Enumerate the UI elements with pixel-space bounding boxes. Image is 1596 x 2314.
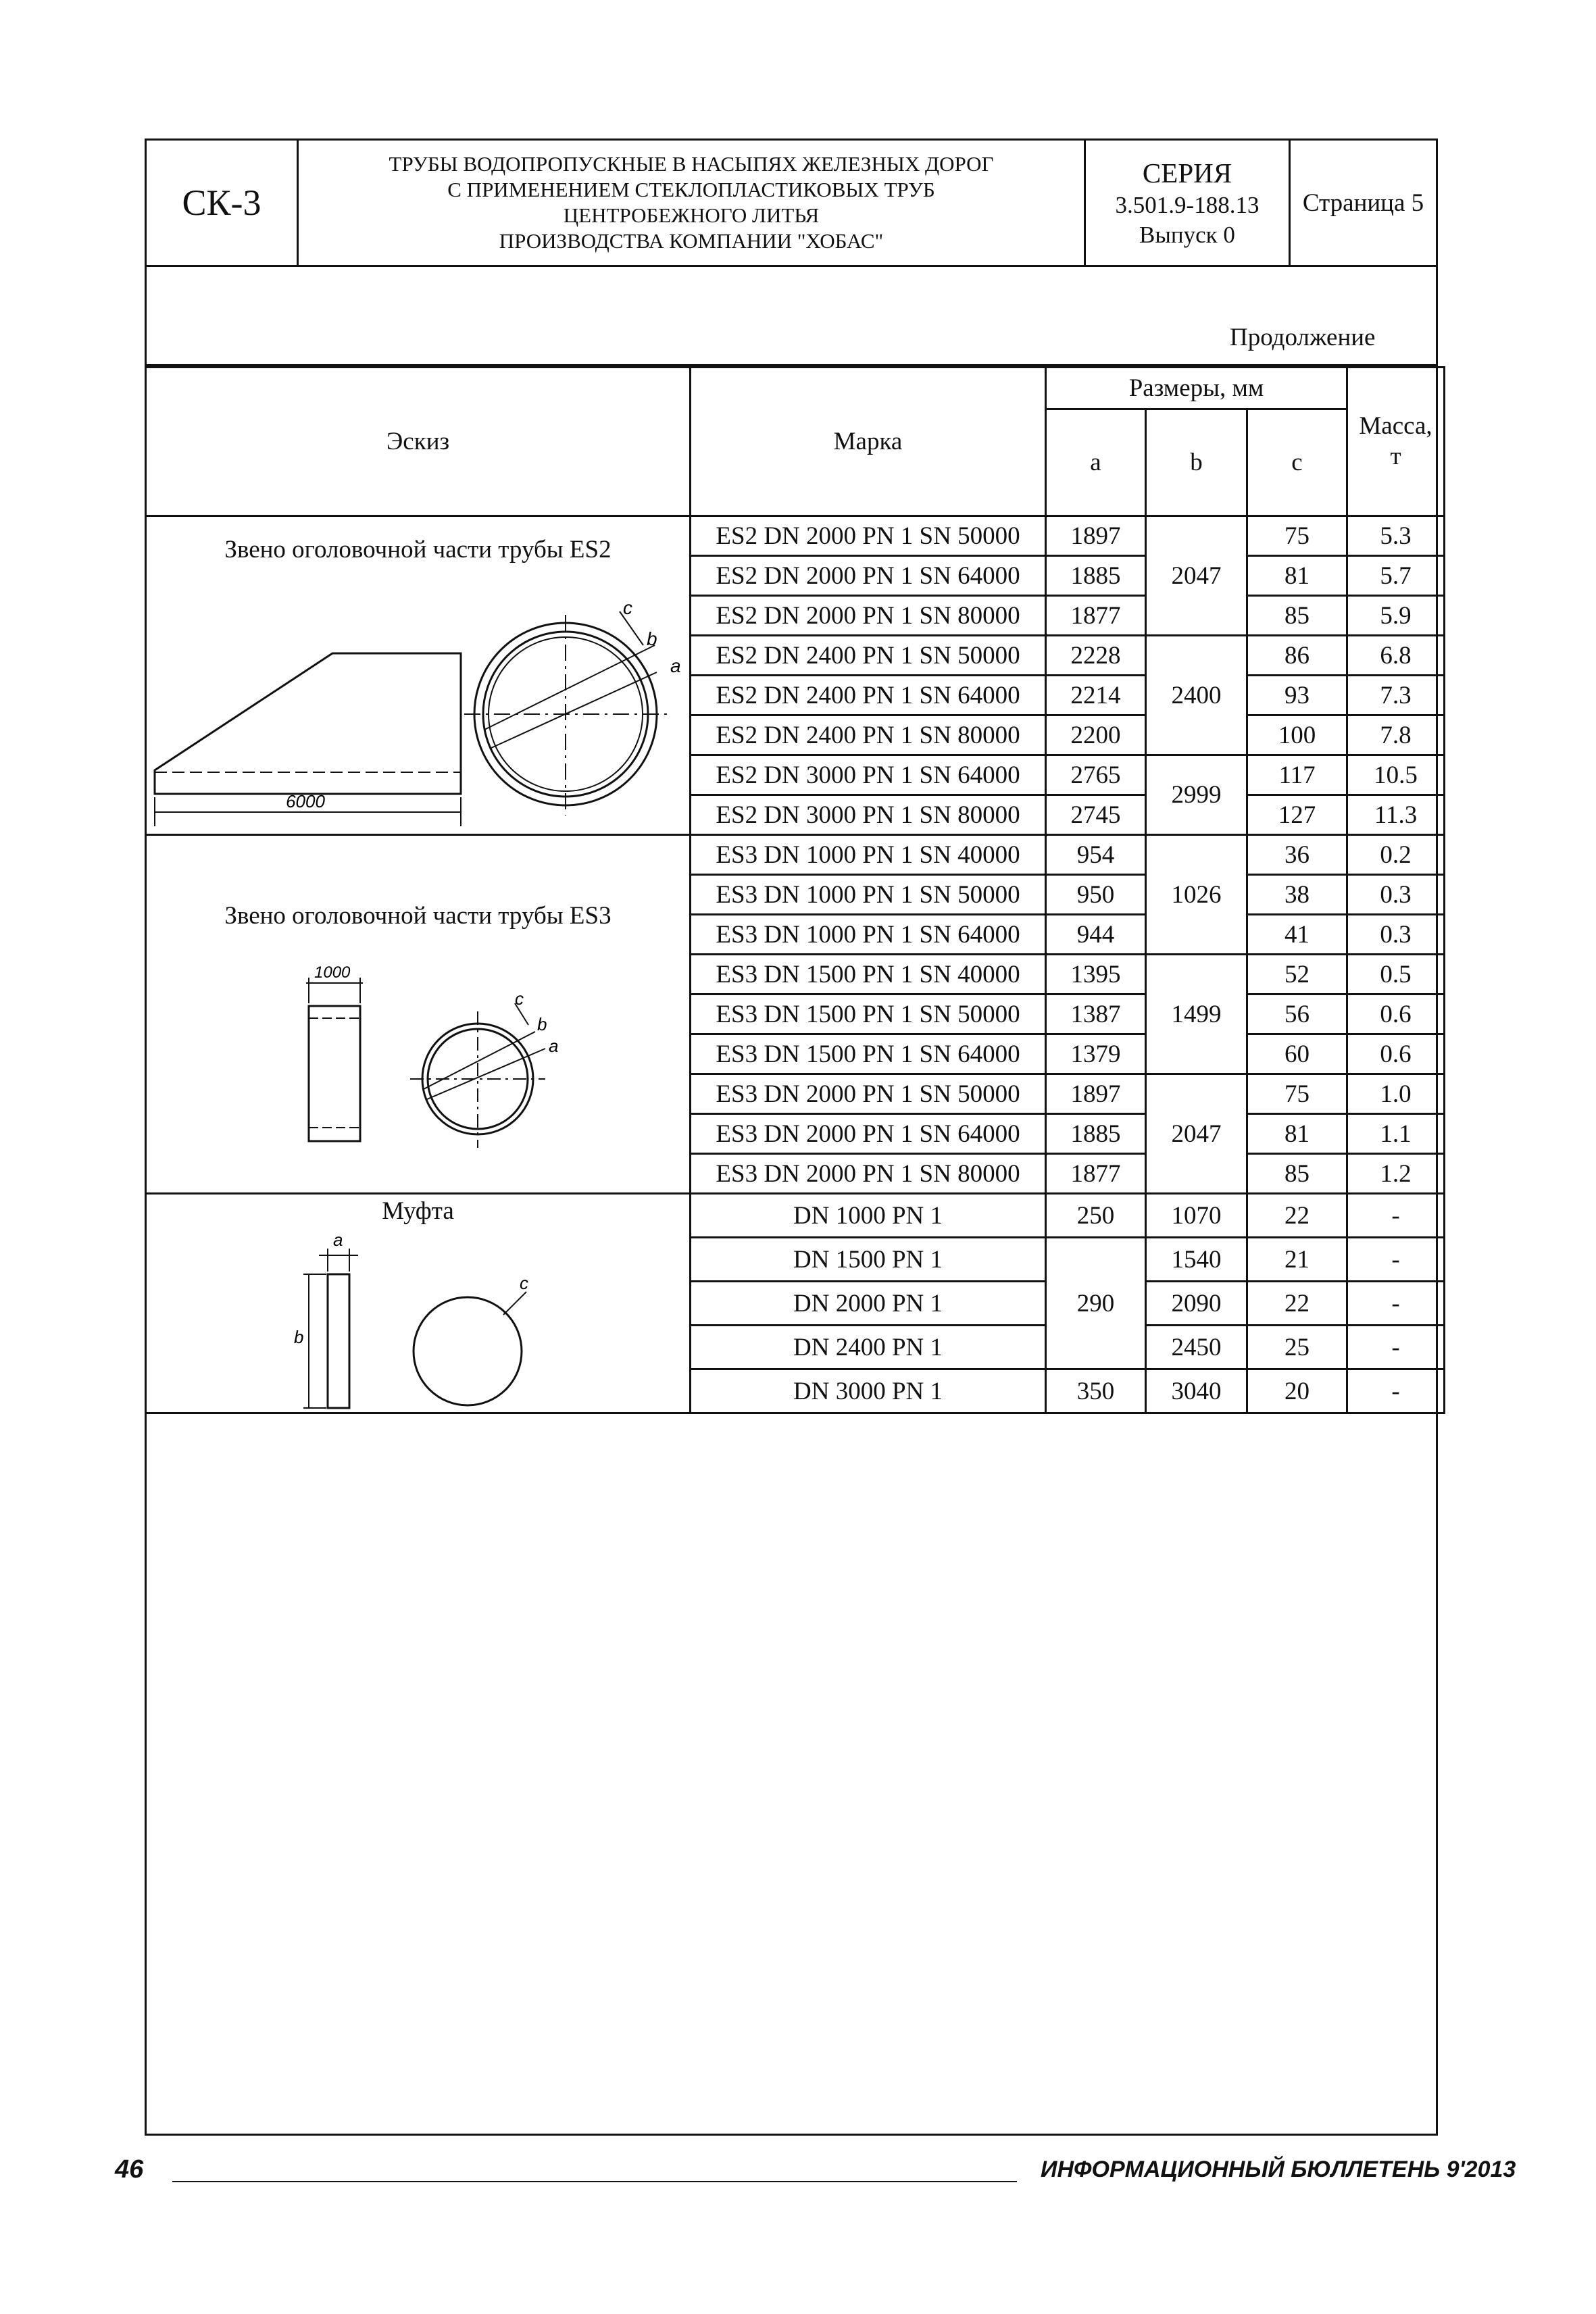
- table-cell: 1395: [1046, 955, 1146, 995]
- table-cell: 0.6: [1347, 995, 1445, 1034]
- table-cell: ES3 DN 1500 PN 1 SN 50000: [691, 995, 1046, 1034]
- table-cell: 81: [1247, 556, 1347, 596]
- table-cell: 7.3: [1347, 676, 1445, 715]
- table-cell: 2047: [1146, 1074, 1247, 1194]
- table-cell: 1499: [1146, 955, 1247, 1074]
- table-cell: ES3 DN 2000 PN 1 SN 80000: [691, 1154, 1046, 1194]
- table-row: [146, 516, 1445, 556]
- table-row: [146, 835, 1445, 875]
- table-cell: 1387: [1046, 995, 1146, 1034]
- table-cell: 1.0: [1347, 1074, 1445, 1114]
- table-cell: 100: [1247, 715, 1347, 755]
- table-cell: 1070: [1146, 1194, 1247, 1238]
- table-cell: 0.2: [1347, 835, 1445, 875]
- coupling-drawing: [147, 1222, 687, 1417]
- dim-label-c: c: [623, 597, 632, 618]
- table-cell: ES3 DN 1000 PN 1 SN 50000: [691, 875, 1046, 915]
- table-cell: 22: [1247, 1194, 1347, 1238]
- table-cell: 11.3: [1347, 795, 1445, 835]
- table-cell: DN 2000 PN 1: [691, 1282, 1046, 1326]
- table-cell: ES3 DN 1500 PN 1 SN 64000: [691, 1034, 1046, 1074]
- table-cell: 1026: [1146, 835, 1247, 955]
- table-cell: 86: [1247, 636, 1347, 676]
- table-cell: 950: [1046, 875, 1146, 915]
- table-cell: ES2 DN 2400 PN 1 SN 64000: [691, 676, 1046, 715]
- table-cell: 250: [1046, 1194, 1146, 1238]
- table-cell: 2214: [1046, 676, 1146, 715]
- table-cell: ES2 DN 2000 PN 1 SN 80000: [691, 596, 1046, 636]
- dim-label-c: c: [515, 988, 524, 1009]
- table-cell: 2450: [1146, 1326, 1247, 1369]
- table-cell: 60: [1247, 1034, 1347, 1074]
- table-cell: ES2 DN 3000 PN 1 SN 64000: [691, 755, 1046, 795]
- table-cell: ES3 DN 2000 PN 1 SN 64000: [691, 1114, 1046, 1154]
- table-cell: 85: [1247, 1154, 1347, 1194]
- table-cell: 127: [1247, 795, 1347, 835]
- table-cell: 2090: [1146, 1282, 1247, 1326]
- table-cell: ES2 DN 2000 PN 1 SN 50000: [691, 516, 1046, 556]
- table-cell: 5.3: [1347, 516, 1445, 556]
- footer-rule: [172, 2181, 1017, 2182]
- table-cell: 2999: [1146, 755, 1247, 835]
- table-cell: 81: [1247, 1114, 1347, 1154]
- col-sketch-header: Эскиз: [146, 368, 691, 516]
- series-number: 3.501.9-188.13: [1115, 191, 1260, 218]
- dim-label-a: a: [333, 1230, 343, 1250]
- series-label: СЕРИЯ: [1142, 157, 1232, 188]
- table-cell: -: [1347, 1194, 1445, 1238]
- table-cell: 75: [1247, 1074, 1347, 1114]
- table-cell: DN 1500 PN 1: [691, 1238, 1046, 1282]
- table-cell: DN 2400 PN 1: [691, 1326, 1046, 1369]
- table-cell: 2765: [1046, 755, 1146, 795]
- title-line: С ПРИМЕНЕНИЕМ СТЕКЛОПЛАСТИКОВЫХ ТРУБ: [447, 178, 935, 202]
- page-label: Страница 5: [1290, 140, 1437, 266]
- table-cell: 0.6: [1347, 1034, 1445, 1074]
- doc-code: СК-3: [146, 140, 298, 266]
- table-cell: 2200: [1046, 715, 1146, 755]
- publication-title: ИНФОРМАЦИОННЫЙ БЮЛЛЕТЕНЬ 9'2013: [1041, 2157, 1516, 2182]
- table-cell: 0.3: [1347, 915, 1445, 955]
- table-cell: 1.1: [1347, 1114, 1445, 1154]
- sketch-title: Звено оголовочной части трубы ES2: [224, 536, 612, 563]
- table-cell: 1540: [1146, 1238, 1247, 1282]
- dim-label-b: b: [537, 1014, 547, 1034]
- table-cell: DN 3000 PN 1: [691, 1369, 1046, 1413]
- table-cell: 85: [1247, 596, 1347, 636]
- table-cell: ES2 DN 3000 PN 1 SN 80000: [691, 795, 1046, 835]
- table-cell: 1885: [1046, 1114, 1146, 1154]
- table-cell: 944: [1046, 915, 1146, 955]
- table-cell: 5.9: [1347, 596, 1445, 636]
- continuation-label: Продолжение: [1230, 324, 1376, 351]
- table-row: [146, 1194, 1445, 1238]
- table-cell: 52: [1247, 955, 1347, 995]
- table-cell: 41: [1247, 915, 1347, 955]
- table-cell: ES3 DN 1000 PN 1 SN 64000: [691, 915, 1046, 955]
- table-cell: ES2 DN 2000 PN 1 SN 64000: [691, 556, 1046, 596]
- doc-title: [298, 140, 1085, 266]
- table-cell: 1877: [1046, 596, 1146, 636]
- table-cell: 290: [1046, 1238, 1146, 1369]
- specs-table: [145, 366, 1445, 1414]
- table-cell: ES3 DN 2000 PN 1 SN 50000: [691, 1074, 1046, 1114]
- table-cell: 22: [1247, 1282, 1347, 1326]
- dim-label-c: c: [520, 1273, 528, 1293]
- sketch-es2: [146, 516, 691, 835]
- length-dimension: 6000: [286, 791, 325, 811]
- table-cell: 3040: [1146, 1369, 1247, 1413]
- es3-drawing: [147, 951, 687, 1194]
- table-cell: 7.8: [1347, 715, 1445, 755]
- table-cell: ES3 DN 1000 PN 1 SN 40000: [691, 835, 1046, 875]
- col-mark-header: Марка: [691, 368, 1046, 516]
- sketch-title: Муфта: [382, 1197, 454, 1225]
- mass-unit: т: [1390, 442, 1401, 470]
- table-cell: DN 1000 PN 1: [691, 1194, 1046, 1238]
- table-cell: 1379: [1046, 1034, 1146, 1074]
- table-cell: 56: [1247, 995, 1347, 1034]
- table-cell: -: [1347, 1282, 1445, 1326]
- col-a-header: a: [1046, 409, 1146, 516]
- table-cell: 1897: [1046, 516, 1146, 556]
- dim-label-a: a: [670, 655, 681, 676]
- table-cell: 75: [1247, 516, 1347, 556]
- title-line: ПРОИЗВОДСТВА КОМПАНИИ "ХОБАС": [499, 228, 884, 253]
- table-cell: -: [1347, 1326, 1445, 1369]
- table-cell: -: [1347, 1238, 1445, 1282]
- table-cell: 1897: [1046, 1074, 1146, 1114]
- table-cell: 2228: [1046, 636, 1146, 676]
- table-cell: 0.3: [1347, 875, 1445, 915]
- table-cell: 5.7: [1347, 556, 1445, 596]
- sketch-coupling: [146, 1194, 691, 1413]
- table-cell: 36: [1247, 835, 1347, 875]
- page-number: 46: [115, 2155, 144, 2184]
- table-cell: 1885: [1046, 556, 1146, 596]
- table-cell: 93: [1247, 676, 1347, 715]
- table-cell: 10.5: [1347, 755, 1445, 795]
- dim-label-b: b: [647, 628, 657, 649]
- table-cell: 117: [1247, 755, 1347, 795]
- table-cell: 20: [1247, 1369, 1347, 1413]
- length-dimension: 1000: [314, 963, 351, 982]
- title-line: ТРУБЫ ВОДОПРОПУСКНЫЕ В НАСЫПЯХ ЖЕЛЕЗНЫХ ДОРОГ: [389, 152, 994, 176]
- issue-label: Выпуск 0: [1139, 221, 1235, 248]
- table-cell: ES2 DN 2400 PN 1 SN 50000: [691, 636, 1046, 676]
- table-cell: 25: [1247, 1326, 1347, 1369]
- table-cell: ES2 DN 2400 PN 1 SN 80000: [691, 715, 1046, 755]
- table-cell: 350: [1046, 1369, 1146, 1413]
- table-cell: 21: [1247, 1238, 1347, 1282]
- table-cell: ES3 DN 1500 PN 1 SN 40000: [691, 955, 1046, 995]
- col-c-header: c: [1247, 409, 1347, 516]
- col-dimensions-header: Размеры, мм: [1046, 368, 1347, 409]
- series-cell: [1085, 140, 1290, 266]
- col-b-header: b: [1146, 409, 1247, 516]
- title-line: ЦЕНТРОБЕЖНОГО ЛИТЬЯ: [563, 203, 820, 227]
- dim-label-a: a: [549, 1036, 559, 1056]
- col-mass-header: [1347, 368, 1445, 516]
- table-cell: 2745: [1046, 795, 1146, 835]
- title-block: [145, 139, 1438, 267]
- mass-label: Масса,: [1359, 412, 1432, 441]
- table-cell: 1.2: [1347, 1154, 1445, 1194]
- es2-drawing: [147, 571, 687, 841]
- table-cell: 2400: [1146, 636, 1247, 755]
- table-cell: 1877: [1046, 1154, 1146, 1194]
- table-cell: 0.5: [1347, 955, 1445, 995]
- table-cell: 38: [1247, 875, 1347, 915]
- dim-label-b: b: [294, 1327, 304, 1347]
- table-cell: 954: [1046, 835, 1146, 875]
- table-cell: 6.8: [1347, 636, 1445, 676]
- table-cell: 2047: [1146, 516, 1247, 636]
- sketch-title: Звено оголовочной части трубы ES3: [224, 902, 612, 930]
- sketch-es3: [146, 835, 691, 1194]
- table-cell: -: [1347, 1369, 1445, 1413]
